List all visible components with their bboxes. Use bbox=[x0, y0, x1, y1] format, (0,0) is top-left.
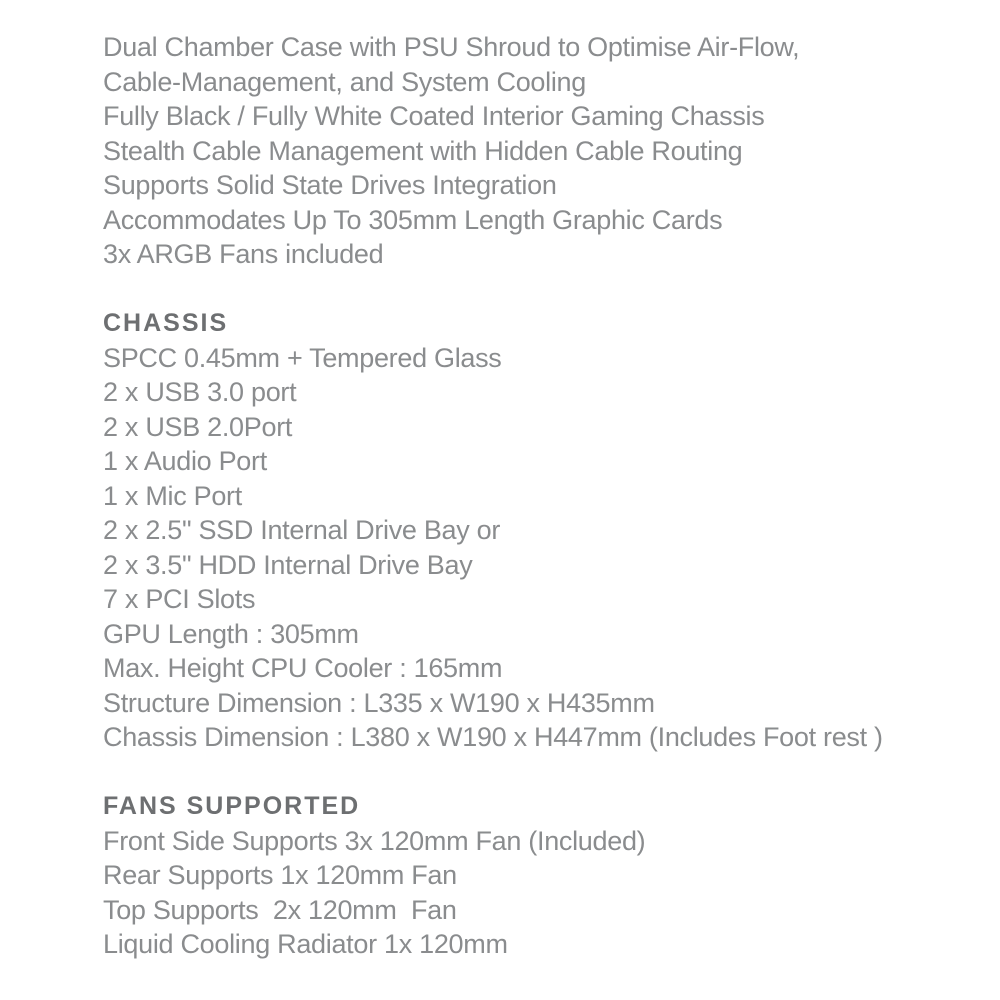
spec-line: Fully Black / Fully White Coated Interior Gaming Chassis bbox=[103, 101, 765, 131]
section-chassis bbox=[103, 306, 960, 755]
spec-line: Accommodates Up To 305mm Length Graphic Cards bbox=[103, 204, 723, 235]
spec-line: GPU Length : 305mm bbox=[103, 618, 359, 649]
spec-line: Top Supports 2x 120mm Fan bbox=[103, 894, 457, 925]
spec-line: 7 x PCI Slots bbox=[103, 584, 256, 614]
spec-line: Liquid Cooling Radiator 1x 120mm bbox=[103, 929, 508, 959]
spec-line: Structure Dimension : L335 x W190 x H435mm bbox=[103, 687, 655, 718]
spec-line: Stealth Cable Management with Hidden Cable Routing bbox=[103, 135, 743, 166]
spec-line: 2 x USB 3.0 port bbox=[103, 377, 297, 407]
spec-line: Cable-Management, and System Cooling bbox=[103, 66, 586, 97]
spec-line: Front Side Supports 3x 120mm Fan (Included) bbox=[103, 825, 646, 856]
spec-line: 2 x 3.5" HDD Internal Drive Bay bbox=[103, 549, 473, 580]
spec-line: Chassis Dimension : L380 x W190 x H447mm (Includes Foot rest ) bbox=[103, 722, 883, 752]
intro-block bbox=[103, 30, 960, 272]
spec-line: Supports Solid State Drives Integration bbox=[103, 170, 557, 200]
spec-line: 1 x Mic Port bbox=[103, 480, 242, 511]
section-heading-fans-supported: FANS SUPPORTED bbox=[103, 792, 361, 820]
spec-line: 2 x 2.5" SSD Internal Drive Bay or bbox=[103, 515, 501, 545]
spec-line: 3x ARGB Fans included bbox=[103, 239, 384, 269]
spec-line: Rear Supports 1x 120mm Fan bbox=[103, 860, 457, 890]
spec-line: SPCC 0.45mm + Tempered Glass bbox=[103, 342, 502, 373]
spec-line: 2 x USB 2.0Port bbox=[103, 411, 293, 442]
spec-line: Dual Chamber Case with PSU Shroud to Optimise Air-Flow, bbox=[103, 32, 800, 62]
spec-line: Max. Height CPU Cooler : 165mm bbox=[103, 653, 503, 683]
spec-line: 1 x Audio Port bbox=[103, 446, 267, 476]
section-heading-chassis: CHASSIS bbox=[103, 309, 229, 337]
section-fans-supported bbox=[103, 789, 960, 962]
